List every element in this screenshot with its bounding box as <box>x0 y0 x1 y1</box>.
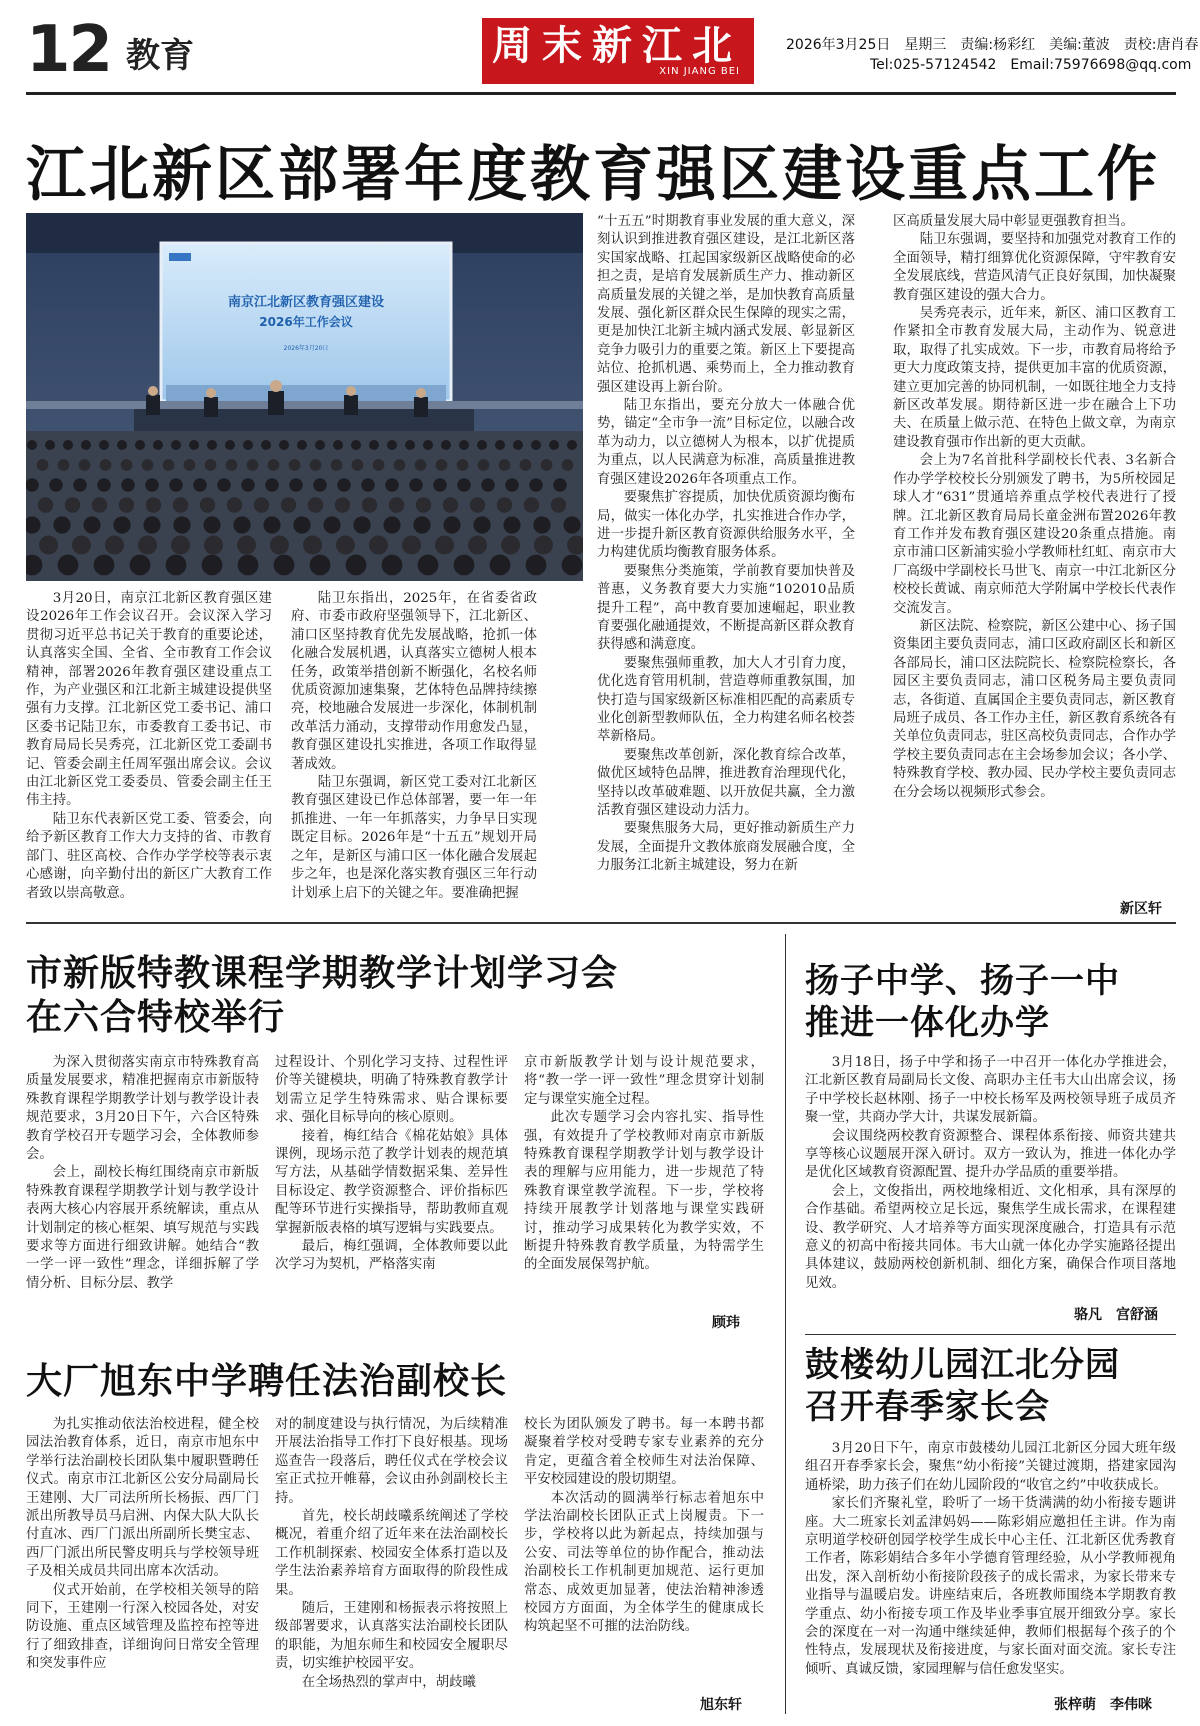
article2-column-1 <box>26 1054 259 1293</box>
article4-paragraph: 对的制度建设与执行情况，为后续精准开展法治指导工作打下良好根基。现场巡查告一段落后，聘任仪式在学校会议室正式拉开帷幕，会议由孙剑副校长主持。 <box>275 1417 508 1506</box>
audience-head <box>247 459 259 471</box>
section-divider <box>805 1334 1176 1335</box>
audience-head <box>58 459 70 471</box>
lead-paragraph: 会上为7名首批科学副校长代表、3名新合作办学学校校长分别颁发了聘书，为5所校园足球人才“631”贯通培养重点学校代表进行了授牌。江北新区教育局局长童金洲布置2026年教育工作并发布教育强区建设20条重点措施。南京市浦口区新浦实验小学教师杜红虹、南京市大厂高级中学副校长马世飞、南京一中江北新区分校校长黄诚、南京师范大学附属中学校长代表作交流发言。 <box>893 453 1176 616</box>
audience-head <box>270 536 289 555</box>
audience-head <box>263 516 280 533</box>
audience-head <box>227 497 242 512</box>
article4-paragraph: 首先，校长胡歧曦系统阐述了学校概况，着重介绍了近年来在法治副校长工作机制探索、校园安全体系打造以及学生法治素养培育方面取得的阶段性成果。 <box>275 1509 508 1598</box>
article2-column-3 <box>524 1054 764 1275</box>
article5-headline <box>805 1344 1176 1428</box>
audience-head <box>333 440 343 450</box>
article4-column-1 <box>26 1416 259 1674</box>
audience-head <box>45 440 55 450</box>
audience-head <box>373 459 385 471</box>
audience-head <box>405 440 415 450</box>
audience-head <box>353 516 370 533</box>
lead-paragraph: 吴秀亮表示，近年来，新区、浦口区教育工作紧扣全市教育发展大局，主动作为、锐意进取，取得了扎实成效。下一步，市教育局将给予更大力度政策支持，提供更加丰富的优质资源，建立更加完善的协同机制，一如既往地全力支持新区改革发展。期待新区进一步在融合上下功夫、在质量上做示范、在特色上做文章，为南京建设教育强市作出新的更大贡献。 <box>893 306 1176 450</box>
audience-head <box>113 516 130 533</box>
audience-head <box>531 440 541 450</box>
audience-head <box>389 497 404 512</box>
audience-head <box>331 459 343 471</box>
lead-paragraph: “十五五”时期教育事业发展的重大意义，深刻认识到推进教育强区建设，是江北新区落实国家战略、扛起国家级新区战略使命的必担之责，是培育发展新质生产力、推动新区高质量发展的关键之举，是加快教育高质量发展、强化新区群众民生保障的现实之需，更是加快江北新主城内涵式发展、彰显新区竞争力吸引力的重要之策。新区上下要提高站位、抢抓机遇、乘势而上，全力推动教育强区建设再上新台阶。 <box>597 214 855 395</box>
audience-head <box>281 497 296 512</box>
lead-paragraph: 新区法院、检察院，新区公建中心、扬子国资集团主要负责同志，浦口区政府副区长和新区各部局长，浦口区法院院长、检察院检察长，各园区主要负责同志，浦口区税务局主要负责同志，各街道、直属国企主要负责同志，新区教育局班子成员、各工作办主任，新区教育系统各有关单位负责同志，驻区高校负责同志，合作办学学校主要负责同志在主会场参加会议；各小学、特殊教育学校、教办园、民办学校主要负责同志在分会场以视频形式参会。 <box>893 618 1176 800</box>
audience-head <box>99 440 109 450</box>
audience-head <box>436 459 448 471</box>
audience-head <box>145 478 159 492</box>
masthead-logo <box>482 18 754 84</box>
article3-paragraph: 会上，文俊指出，两校地缘相近、文化相承，具有深厚的合作基础。希望两校立足长远，聚焦学生成长需求，在课程建设、教学研究、人才培养等方面实现深度融合，打造具有示范意义的初高中衔接共同体。韦大山就一体化办学实施路径提出具体建议，鼓励两校创新机制、细化方案，确保合作项目落地见效。 <box>805 1183 1176 1291</box>
lead-paragraph: 区高质量发展大局中彰显更强教育担当。 <box>893 214 1135 229</box>
lead-column-3 <box>597 213 855 876</box>
lead-paragraph: 要聚焦服务大局，更好推动新质生产力发展，全面提升文教体旅商发展融合度，全力服务江北新主城建设，努力在新 <box>597 821 855 874</box>
audience-head <box>146 497 161 512</box>
audience-head <box>346 555 367 576</box>
audience-head <box>254 497 269 512</box>
article5-headline-line: 召开春季家长会 <box>805 1387 1050 1427</box>
lead-column-4 <box>893 213 1176 802</box>
audience-head <box>171 440 181 450</box>
article2-headline <box>26 952 766 1040</box>
audience-head <box>387 440 397 450</box>
article2-headline-line: 在六合特校举行 <box>26 997 286 1038</box>
audience-head <box>413 516 430 533</box>
audience-head <box>81 440 91 450</box>
audience-head <box>53 516 70 533</box>
audience-head <box>315 440 325 450</box>
article2-byline: 顾玮 <box>712 1315 740 1331</box>
article5-byline: 张梓萌 李伟咪 <box>1054 1697 1152 1713</box>
article2-paragraph: 会上，副校长梅红围绕南京市新版特殊教育课程学期教学计划与教学设计表两大核心内容展开系统解读，重点从计划制定的核心框架、填写规范与实践要求等方面进行细致讲解。她结合“教一学一评一致性”理念，详细拆解了学情分析、目标分层、教学 <box>26 1165 259 1291</box>
audience-head <box>27 440 37 450</box>
audience-head <box>72 536 91 555</box>
article3-paragraph: 3月18日，扬子中学和扬子一中召开一体化办学推进会，江北新区教育局副局长文俊、高职办主任韦大山出席会议，扬子中学校长赵林刚、扬子一中校长杨军及两校领导班子成员齐聚一堂，共商办学大计，共谋发展新篇。 <box>805 1055 1176 1126</box>
audience-head <box>313 478 327 492</box>
audience-head <box>533 516 550 533</box>
audience-head <box>73 478 87 492</box>
article3-byline: 骆凡 宫舒涵 <box>1074 1307 1158 1323</box>
audience-head <box>352 459 364 471</box>
lead-paragraph: 3月20日，南京江北新区教育强区建设2026年工作会议召开。会议深入学习贯彻习近平总书记关于教育的重要论述，认真落实全国、全省、全市教育工作会议精神，部署2026年教育强区建设重点工作，为产业强区和江北新主城建设提供坚强有力支撑。江北新区党工委书记、浦口区委书记陆卫东，市委教育工委书记、市教育局局长吴秀亮，江北新区党工委副书记、管委会副主任周军强出席会议。会议由江北新区党工委委员、管委会副主任王伟主持。 <box>26 591 272 809</box>
audience-head <box>501 536 520 555</box>
audience-head <box>138 536 157 555</box>
article3-body <box>805 1054 1176 1293</box>
article3-headline <box>805 960 1176 1044</box>
audience-head <box>415 459 427 471</box>
audience-head <box>435 536 454 555</box>
lead-column-2 <box>291 590 537 903</box>
audience-head <box>562 459 574 471</box>
conference-photo <box>26 213 583 581</box>
audience-head <box>268 459 280 471</box>
audience-head <box>563 516 580 533</box>
audience-head <box>233 516 250 533</box>
article3-headline-line: 扬子中学、扬子一中 <box>805 961 1120 1001</box>
conference-photo-image <box>26 213 583 581</box>
photo-screen-title-2: 2026年工作会议 <box>259 315 353 329</box>
audience-head <box>171 536 190 555</box>
article2-paragraph: 接着，梅红结合《棉花姑娘》具体课例，现场示范了教学计划表的规范填写方法，从基础学情数据采集、差异性目标设定、教学资源整合、评价指标匹配等环节进行实操指导，帮助教师直观掌握新版表格的填写逻辑与实践要点。 <box>275 1128 508 1236</box>
audience-head <box>369 440 379 450</box>
audience-head <box>433 478 447 492</box>
section-divider <box>26 922 1176 924</box>
audience-head <box>541 459 553 471</box>
article2-headline-line: 市新版特教课程学期教学计划学习会 <box>26 953 619 994</box>
audience-head <box>293 516 310 533</box>
audience-head <box>217 478 231 492</box>
audience-head <box>562 555 583 576</box>
audience-head <box>503 516 520 533</box>
lead-column-1 <box>26 590 272 903</box>
audience-head <box>153 440 163 450</box>
audience-head <box>163 459 175 471</box>
audience-head <box>203 516 220 533</box>
audience-head <box>382 555 403 576</box>
audience-head <box>97 478 111 492</box>
lead-paragraph: 陆卫东强调，新区党工委对江北新区教育强区建设已作总体部署，要一年一年抓推进、一年一年抓落实，力争早日实现既定目标。2026年是“十五五”规划开局之年，是新区与浦口区一体化融合发展起步之年，也是深化落实教育强区三年行动计划承上启下的关键之年。要准确把握 <box>291 775 537 901</box>
audience-head <box>83 516 100 533</box>
audience-head <box>308 497 323 512</box>
audience-head <box>490 555 511 576</box>
audience-head <box>310 459 322 471</box>
audience-head <box>529 478 543 492</box>
audience-head <box>105 536 124 555</box>
audience-head <box>100 459 112 471</box>
audience-head <box>130 555 151 576</box>
audience-head <box>63 440 73 450</box>
audience-head <box>166 555 187 576</box>
audience-head <box>184 459 196 471</box>
photo-screen-title-1: 南京江北新区教育强区建设 <box>227 295 385 310</box>
audience-head <box>119 497 134 512</box>
audience-head <box>143 516 160 533</box>
article3-headline-line: 推进一体化办学 <box>805 1003 1050 1043</box>
audience-head <box>383 516 400 533</box>
audience-head <box>200 497 215 512</box>
lead-paragraph: 要聚焦强师重教，加大人才引育力度，优化选育管用机制，营造尊师重教氛围，加快打造与国家级新区标准相匹配的高素质专业化创新型教师队伍，全力构建名师名校荟萃新格局。 <box>597 655 855 745</box>
audience-head <box>39 536 58 555</box>
audience-head <box>553 478 567 492</box>
audience-head <box>457 459 469 471</box>
lead-paragraph: 陆卫东代表新区党工委、管委会，向给予新区教育工作大力支持的省、市教育部门、驻区高校、合作办学学校等表示衷心感谢，向辛勤付出的新区广大教育工作者致以崇高敬意。 <box>26 811 272 901</box>
audience-head <box>473 516 490 533</box>
article2-paragraph: 此次专题学习会内容扎实、指导性强，有效提升了学校教师对南京市新版特殊教育课程学期教学计划与教学设计表的理解与应用能力，进一步规范了特殊教育课堂教学流程。下一步，学校将持续开展教学计划落地与课堂实践研讨，推动学习成果转化为教学实效，不断提升特殊教育教学质量，为特需学生的全面发展保驾护航。 <box>524 1110 764 1273</box>
audience-head <box>189 440 199 450</box>
masthead-name: 周末新江北 <box>492 22 742 69</box>
audience-head <box>470 497 485 512</box>
article4-paragraph: 在全场热烈的掌声中，胡歧曦 <box>301 1674 476 1690</box>
article5-paragraph: 3月20日下午，南京市鼓楼幼儿园江北新区分园大班年级组召开春季家长会，聚焦“幼小衔接”关键过渡期，搭建家园沟通桥梁，助力孩子们在幼儿园阶段的“收官之约”中收获成长。 <box>805 1441 1176 1493</box>
article2-paragraph: 过程设计、个别化学习支持、过程性评价等关键模块，明确了特殊教育教学计划需立足学生特殊需求、贴合课标要求、强化目标导向的核心原则。 <box>275 1055 508 1126</box>
audience-head <box>337 478 351 492</box>
column-divider <box>785 934 786 1714</box>
audience-head <box>204 536 223 555</box>
audience-head <box>65 497 80 512</box>
audience-head <box>241 478 255 492</box>
audience-head <box>499 459 511 471</box>
audience-head <box>457 478 471 492</box>
audience-head <box>416 497 431 512</box>
header-editor-info: 2026年3月25日 星期三 责编:杨彩红 美编:董波 责校:唐肖春 <box>786 37 1199 53</box>
audience-head <box>336 536 355 555</box>
audience-head <box>477 440 487 450</box>
article4-headline: 大厂旭东中学聘任法治副校长 <box>26 1361 508 1402</box>
audience-head <box>303 536 322 555</box>
audience-head <box>478 459 490 471</box>
audience-head <box>193 478 207 492</box>
audience-head <box>279 440 289 450</box>
article4-paragraph: 随后，王建刚和杨振表示将按照上级部署要求，认真落实法治副校长团队的职能，为旭东师生和校园安全履职尽责，切实维护校园平安。 <box>275 1601 508 1672</box>
audience-head <box>454 555 475 576</box>
audience-head <box>121 478 135 492</box>
audience-head <box>207 440 217 450</box>
article2-paragraph: 最后，梅红强调，全体教师要以此次学习为契机，严格落实南 <box>275 1239 508 1273</box>
audience-head <box>468 536 487 555</box>
article5-headline-line: 鼓楼幼儿园江北分园 <box>805 1345 1120 1385</box>
audience-head <box>274 555 295 576</box>
audience-head <box>169 478 183 492</box>
article5-body <box>805 1440 1176 1679</box>
audience-head <box>173 516 190 533</box>
audience-head <box>335 497 350 512</box>
audience-head <box>551 497 566 512</box>
audience-head <box>135 440 145 450</box>
article4-paragraph: 仪式开始前，在学校相关领导的陪同下，王建刚一行深入校园各处，对安防设施、重点区域管理及监控布控等进行了细致排查，详细询问日常安全管理和突发事件应 <box>26 1582 259 1672</box>
audience-head <box>142 459 154 471</box>
audience-head <box>49 478 63 492</box>
lead-paragraph: 要聚焦改革创新，深化教育综合改革，做优区域特色品牌，推进教育治理现代化，坚持以改革破难题、以开放促共赢，全力激活教育强区建设动力活力。 <box>597 747 855 818</box>
audience-head <box>238 555 259 576</box>
lead-paragraph: 要聚焦分类施策，学前教育要加快普及普惠，义务教育要大力实施“102010品质提升工程”，高中教育要加速崛起，职业教育要强化融通提效，不断提高新区群众教育获得感和满意度。 <box>597 563 855 653</box>
lead-byline: 新区轩 <box>1120 901 1162 917</box>
audience-head <box>369 536 388 555</box>
audience-head <box>289 478 303 492</box>
audience-head <box>58 555 79 576</box>
audience-head <box>459 440 469 450</box>
lead-paragraph: 陆卫东指出，要充分放大一体融合优势，锚定“全市争一流”目标定位，以融合改革为动力，以立德树人为根本，以扩优提质为重点，以人民满意为标准，高质量推进教育强区建设2026年各项重点工作。 <box>597 398 855 487</box>
masthead-pinyin: XIN JIANG BEI <box>659 66 740 77</box>
audience-head <box>261 440 271 450</box>
audience-head <box>226 459 238 471</box>
article4-paragraph: 为扎实推动依法治校进程，健全校园法治教育体系，近日，南京市旭东中学举行法治副校长团队集中履职暨聘任仪式。南京市江北新区公安分局副局长王建刚、大厂司法所所长杨振、西厂门派出所教导员马启洲、内保大队大队长付直冰、西厂门派出所副所长樊宝志、西厂门派出所民警皮明兵与学校领导班子及相关成员共同出席本次活动。 <box>26 1417 259 1580</box>
audience-head <box>385 478 399 492</box>
article5-paragraph: 家长们齐聚礼堂，聆听了一场干货满满的幼小衔接专题讲座。大二班家长刘孟津妈妈——陈彩娟应邀担任主讲。作为南京明道学校研创园学校学生成长中心主任、江北新区优秀教育工作者，陈彩娟结合多年小学德育管理经验，从小学教师视角出发，深入剖析幼小衔接阶段孩子的成长需求，为家长带来专业指导与温暖启发。讲座结束后，各班教师围绕本学期教育教学重点、幼小衔接专项工作及毕业季事宜展开细致分享。家长会的深度在一对一沟通中继续延伸，教师们根据每个孩子的个性特点，发展现状及衔接进度，与家长面对面交流。家长专注倾听、真诚反馈，家园理解与信任愈发坚实。 <box>805 1496 1176 1677</box>
audience-head <box>362 497 377 512</box>
audience-head <box>441 440 451 450</box>
audience-head <box>310 555 331 576</box>
audience-head <box>361 478 375 492</box>
audience-head <box>567 440 577 450</box>
audience-head <box>323 516 340 533</box>
audience-head <box>265 478 279 492</box>
article4-byline: 旭东轩 <box>700 1697 742 1713</box>
audience-head <box>94 555 115 576</box>
audience-head <box>497 497 512 512</box>
lead-headline: 江北新区部署年度教育强区建设重点工作 <box>26 140 1160 210</box>
audience-head <box>202 555 223 576</box>
audience-head <box>481 478 495 492</box>
article4-paragraph: 校长为团队颁发了聘书。每一本聘书都凝聚着学校对受聘专家专业素养的充分肯定，更蕴含着全校师生对法治保障、平安校园建设的殷切期望。 <box>524 1417 764 1488</box>
page-number: 12 <box>26 13 112 87</box>
audience-head <box>443 497 458 512</box>
audience-head <box>225 440 235 450</box>
lead-paragraph: 陆卫东强调，要坚持和加强党对教育工作的全面领导，精打细算优化资源保障，守牢教育安全发展底线，营造风清气正良好氛围，加快凝聚教育强区建设的强大合力。 <box>893 232 1176 303</box>
audience-head <box>37 459 49 471</box>
audience-head <box>418 555 439 576</box>
section-title: 教育 <box>126 36 194 76</box>
audience-head <box>409 478 423 492</box>
article2-paragraph: 为深入贯彻落实南京市特殊教育高质量发展要求，精准把握南京市新版特殊教育课程学期教学计划与教学设计表规范要求，3月20日下午，六合区特殊教育学校召开专题学习会，全体教师参会。 <box>26 1055 259 1163</box>
article2-column-2 <box>275 1054 508 1275</box>
audience-head <box>289 459 301 471</box>
audience-head <box>92 497 107 512</box>
audience-head <box>117 440 127 450</box>
audience-head <box>205 459 217 471</box>
audience-head <box>549 440 559 450</box>
lead-paragraph: 陆卫东指出，2025年，在省委省政府、市委市政府坚强领导下，江北新区、浦口区坚持教育优先发展战略，抢抓一体化融合发展机遇，认真落实立德树人根本任务，政策举措创新不断强化，名校名师优质资源加速集聚，艺体特色品牌持续擦亮，校地融合发展进一步深化，体制机制改革活力涌动，支撑带动作用愈发凸显，教育强区建设扎实推进，各项工作取得显著成效。 <box>291 591 537 772</box>
header-divider <box>26 92 1176 95</box>
audience-head <box>443 516 460 533</box>
audience-head <box>524 497 539 512</box>
article2-paragraph: 京市新版教学计划与设计规范要求，将“教一学一评一致性”理念贯穿计划制定与课堂实施全过程。 <box>524 1055 764 1107</box>
audience-head <box>402 536 421 555</box>
audience-head <box>513 440 523 450</box>
article4-column-2 <box>275 1416 508 1692</box>
audience-head <box>79 459 91 471</box>
lead-paragraph: 要聚焦扩容提质，加快优质资源均衡布局，做实一体化办学，扎实推进合作办学，进一步提升新区教育资源供给服务水平，全力构建优质均衡教育服务体系。 <box>597 490 855 561</box>
audience-head <box>173 497 188 512</box>
audience-head <box>520 459 532 471</box>
audience-head <box>505 478 519 492</box>
audience-head <box>297 440 307 450</box>
audience-head <box>243 440 253 450</box>
audience-head <box>495 440 505 450</box>
audience-head <box>534 536 553 555</box>
article4-column-3 <box>524 1416 764 1637</box>
audience-head <box>394 459 406 471</box>
audience-head <box>423 440 433 450</box>
audience-head <box>38 497 53 512</box>
audience-head <box>121 459 133 471</box>
article4-paragraph: 本次活动的圆满举行标志着旭东中学法治副校长团队正式上岗履责。下一步，学校将以此为新起点，持续加强与公安、司法等单位的协作配合，推动法治副校长工作机制更加规范、运行更加常态、成效更加显著，使法治精神渗透校园方方面面，为全体学生的健康成长构筑起坚不可摧的法治防线。 <box>524 1490 764 1635</box>
article3-paragraph: 会议围绕两校教育资源整合、课程体系衔接、师资共建共享等核心议题展开深入研讨。双方一致认为，推进一体化办学是优化区域教育资源配置、提升办学品质的重要举措。 <box>805 1128 1176 1181</box>
audience-head <box>351 440 361 450</box>
header-contact-info: Tel:025-57124542 Email:75976698@qq.com <box>870 57 1192 73</box>
audience-head <box>526 555 547 576</box>
audience-head <box>237 536 256 555</box>
photo-screen-date: 2026年3月20日 <box>283 345 329 352</box>
